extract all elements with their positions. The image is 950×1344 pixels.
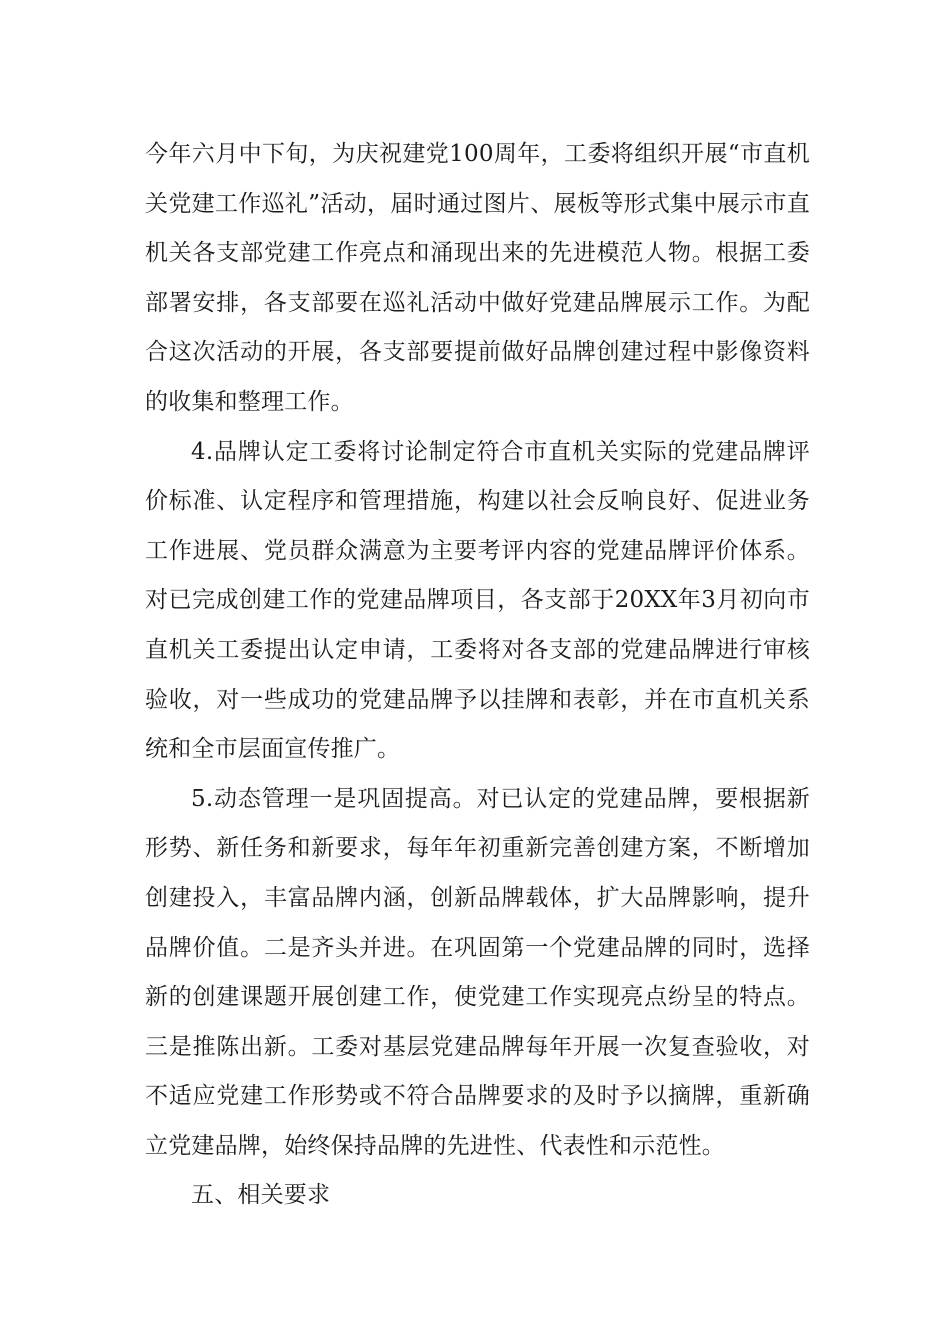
document-body [145,130,810,1221]
paragraph-continuation: 今年六月中下旬，为庆祝建党100周年，工委将组织开展“市直机关党建工作巡礼”活动，届时通过图片、展板等形式集中展示市直机关各支部党建工作亮点和涌现出来的先进模范人物。根据工委部署安排，各支部要在巡礼活动中做好党建品牌展示工作。为配合这次活动的开展，各支部要提前做好品牌创建过程中影像资料的收集和整理工作。 [145,141,810,415]
paragraph-brand-recognition: 4.品牌认定工委将讨论制定符合市直机关实际的党建品牌评价标准、认定程序和管理措施，构建以社会反响良好、促进业务工作进展、党员群众满意为主要考评内容的党建品牌评价体系。对已完成创建工作的党建品牌项目，各支部于20XX年3月初向市直机关工委提出认定申请，工委将对各支部的党建品牌进行审核验收，对一些成功的党建品牌予以挂牌和表彰，并在市直机关系统和全市层面宣传推广。 [145,438,810,763]
section-heading-requirements: 五、相关要求 [191,1182,331,1209]
paragraph-dynamic-management: 5.动态管理一是巩固提高。对已认定的党建品牌，要根据新形势、新任务和新要求，每年年初重新完善创建方案，不断增加创建投入，丰富品牌内涵，创新品牌载体，扩大品牌影响，提升品牌价值。二是齐头并进。在巩固第一个党建品牌的同时，选择新的创建课题开展创建工作，使党建工作实现亮点纷呈的特点。三是推陈出新。工委对基层党建品牌每年开展一次复查验收，对不适应党建工作形势或不符合品牌要求的及时予以摘牌，重新确立党建品牌，始终保持品牌的先进性、代表性和示范性。 [145,785,810,1159]
